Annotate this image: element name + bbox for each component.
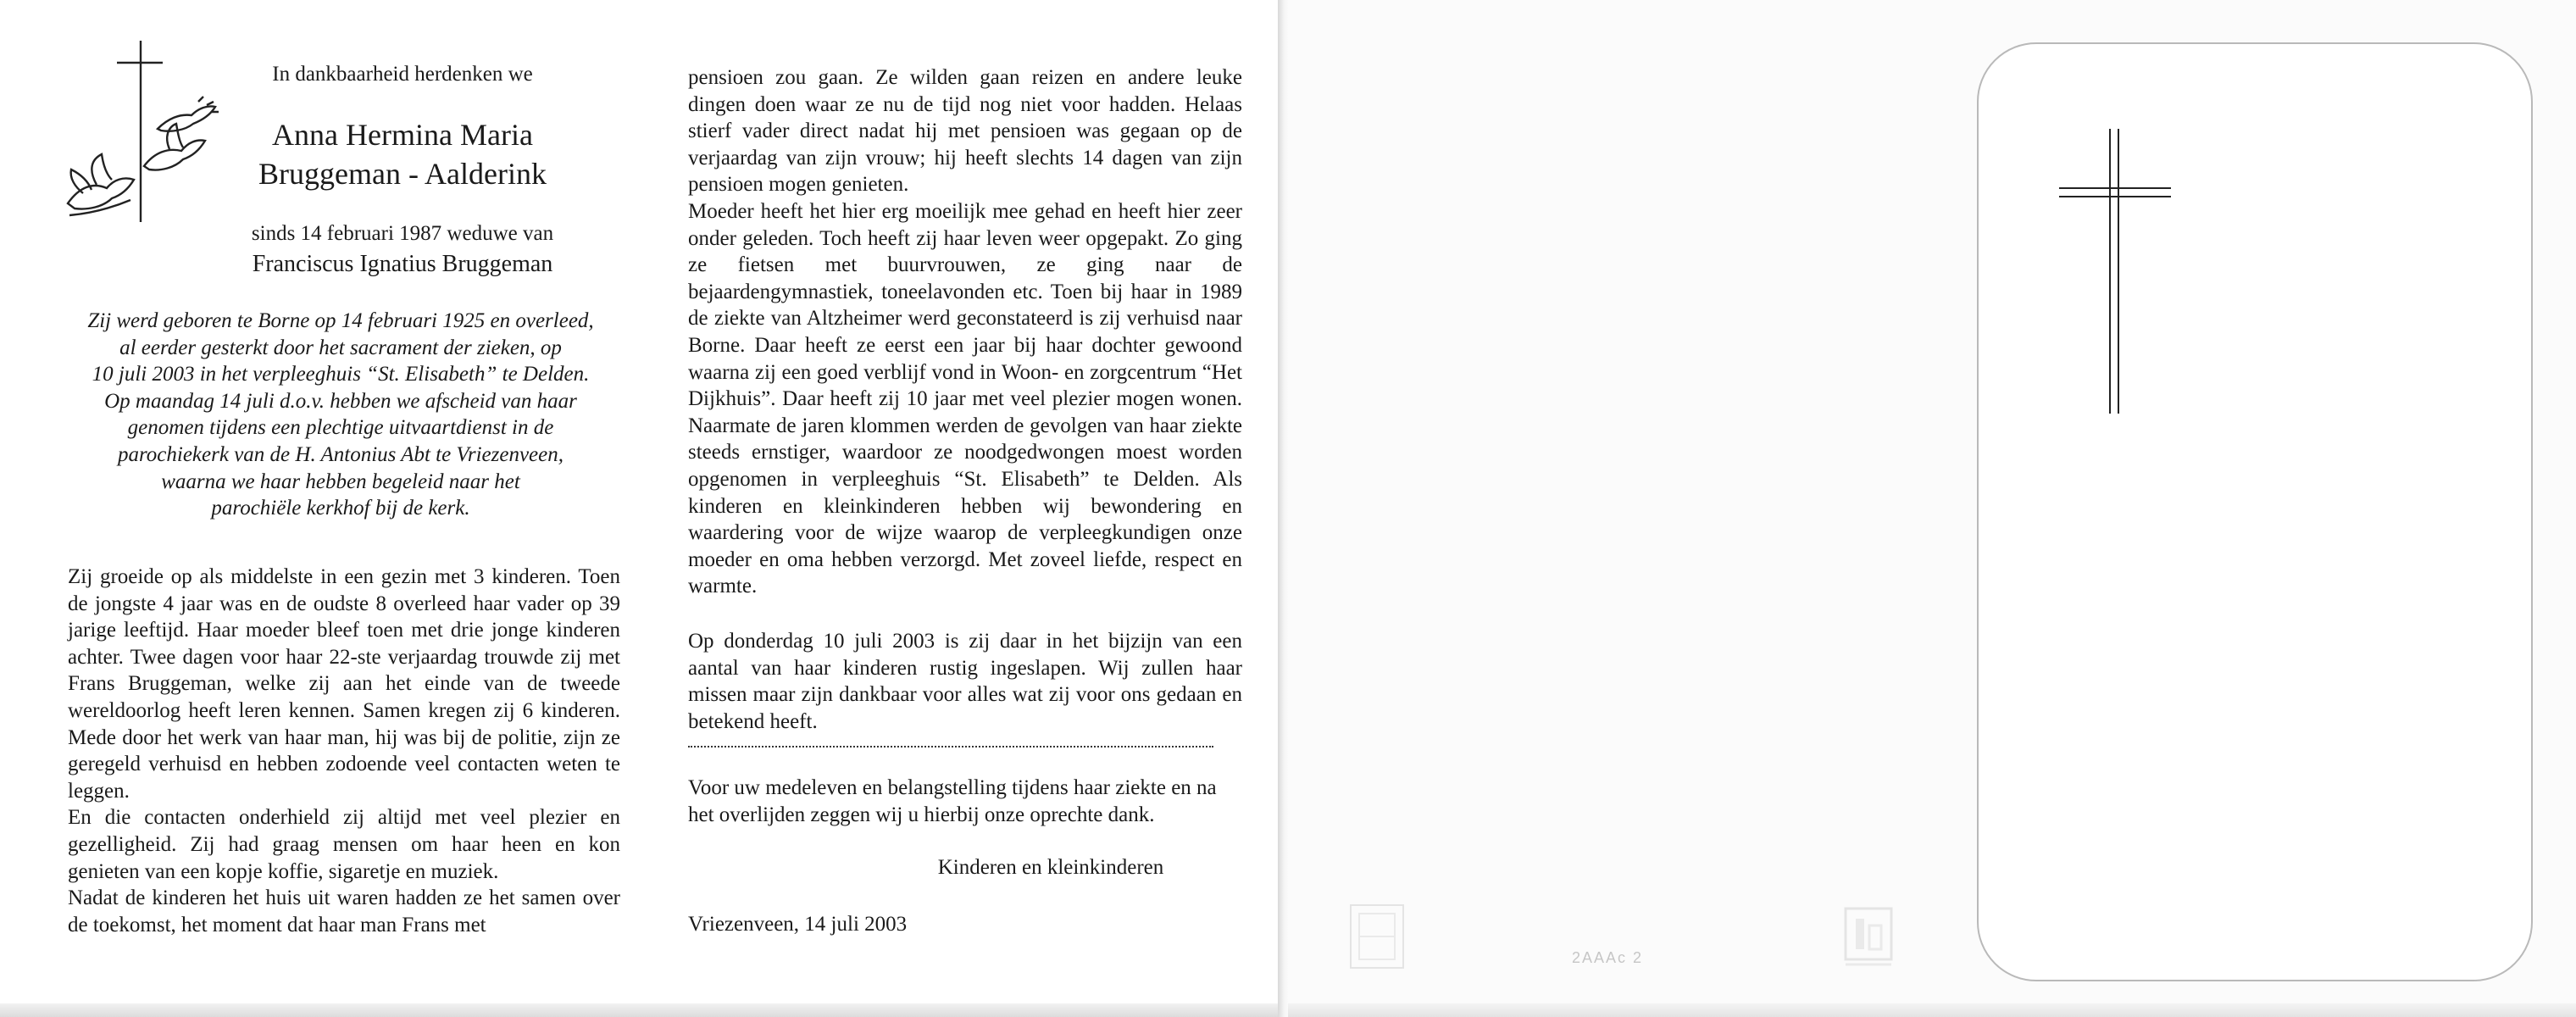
deceased-name-line1: Anna Hermina Maria [272, 118, 533, 152]
printer-logo-icon [1839, 902, 1898, 971]
story-paragraph: pensioen zou gaan. Ze wilden gaan reizen en andere leuke dingen doen waar ze nu de tijd nog niet voor hadden. Helaas stierf vader direct nadat hij met pensioen was gegaan op de verjaardag van zijn vrouw; hij heeft slechts 14 dagen van zijn pensioen mogen genieten. [688, 66, 1242, 197]
obituary-line: waarna we haar hebben begeleid naar het [161, 470, 520, 493]
cross-doves-icon [63, 34, 224, 229]
story-paragraph: Zij groeide op als middelste in een gezin met 3 kinderen. Toen de jongste 4 jaar was en de oudste 8 overleed haar vader op 39 jarige leeftijd. Haar moeder bleef toen met drie jonge kinderen achter. Twee dagen voor haar 22-ste verjaardag trouwde zij met Frans Bruggeman, welke zij aan het einde van de tweede wereldoorlog heeft leren kennen. Samen kregen zij 6 kinderen. Mede door het werk van haar man, hij was bij de politie, zijn ze geregeld verhuisd en hebben zodoende veel contacten weten te leggen. [68, 565, 620, 803]
obituary-line: genomen tijdens een plechtige uitvaartdienst in de [127, 416, 554, 440]
page-edge [1288, 1003, 2576, 1017]
obituary-line: parochiekerk van de H. Antonius Abt te Vriezenveen, [117, 442, 564, 466]
thanks-paragraph: Voor uw medeleven en belangstelling tijdens haar ziekte en na het overlijden zeggen wij u hierbij onze oprechte dank. [688, 776, 1217, 826]
cross-icon [2059, 129, 2171, 414]
printer-mark-icon [1347, 902, 1407, 971]
fold-crease [1278, 0, 1288, 1017]
obituary-paragraph [56, 308, 625, 522]
story-paragraph: Nadat de kinderen het huis uit waren hadden ze het samen over de toekomst, het moment dat haar man Frans met [68, 886, 620, 936]
husband-name: Franciscus Ignatius Bruggeman [252, 251, 553, 277]
story-paragraph: En die contacten onderhield zij altijd met veel plezier en gezelligheid. Zij had graag mensen om haar heen en kon genieten van een kopje koffie, sigaretje en muziek. [68, 806, 620, 883]
intro-line: In dankbaarheid herdenken we [272, 63, 533, 86]
signoff: Kinderen en kleinkinderen [937, 856, 1164, 879]
story-paragraph: Moeder heeft het hier erg moeilijk mee gehad en heeft hier zeer onder geleden. Toch heeft zij haar leven weer opgepakt. Zo ging ze fietsen met buurvrouwen, ze ging naar de bejaardengymnastiek, toneelavonden etc. Toen bij haar in 1989 de ziekte van Altzheimer werd geconstateerd is zij verhuisd naar Borne. Daar heeft ze eerst een jaar bij haar dochter gewoond waarna zij een goed verblijf vond in Woon- en zorgcentrum “Het Dijkhuis”. Daar heeft zij 10 jaar met veel plezier mogen wonen. Naarmate de jaren klommen werden de gevolgen van haar ziekte steeds ernstiger, waardoor ze noodgedwongen moest worden opgenomen in verpleeghuis “St. Elisabeth” te Delden. Als kinderen en kleinkinderen hebben wij bewondering en waardering voor de wijze waarop de verpleegkundigen onze moeder en oma hebben verzorgd. Met zoveel liefde, respect en warmte. [688, 199, 1242, 598]
faint-code: 2AAAc 2 [1572, 949, 1644, 966]
dotted-divider [688, 746, 1213, 747]
page-edge [0, 1003, 1278, 1017]
final-paragraph: Op donderdag 10 juli 2003 is zij daar in het bijzijn van een aantal van haar kinderen rustig ingeslapen. Wij zullen haar missen maar zijn dankbaar voor alles wat zij voor ons gedaan en betekend heeft. [688, 630, 1242, 733]
obituary-line: Op maandag 14 juli d.o.v. hebben we afscheid van haar [104, 389, 577, 413]
obituary-line: al eerder gesterkt door het sacrament der zieken, op [119, 336, 562, 359]
place-date: Vriezenveen, 14 juli 2003 [688, 913, 908, 936]
deceased-name [203, 115, 602, 193]
deceased-name-line2: Bruggeman - Aalderink [258, 157, 547, 191]
life-story-right [688, 64, 1242, 600]
obituary-line: 10 juli 2003 in het verpleeghuis “St. Elisabeth” te Delden. [92, 363, 590, 386]
widow-since: sinds 14 februari 1987 weduwe van [251, 222, 554, 245]
life-story-left [68, 564, 620, 938]
obituary-line: Zij werd geboren te Borne op 14 februari 1925 en overleed, [87, 309, 594, 332]
obituary-line: parochiële kerkhof bij de kerk. [211, 497, 470, 520]
